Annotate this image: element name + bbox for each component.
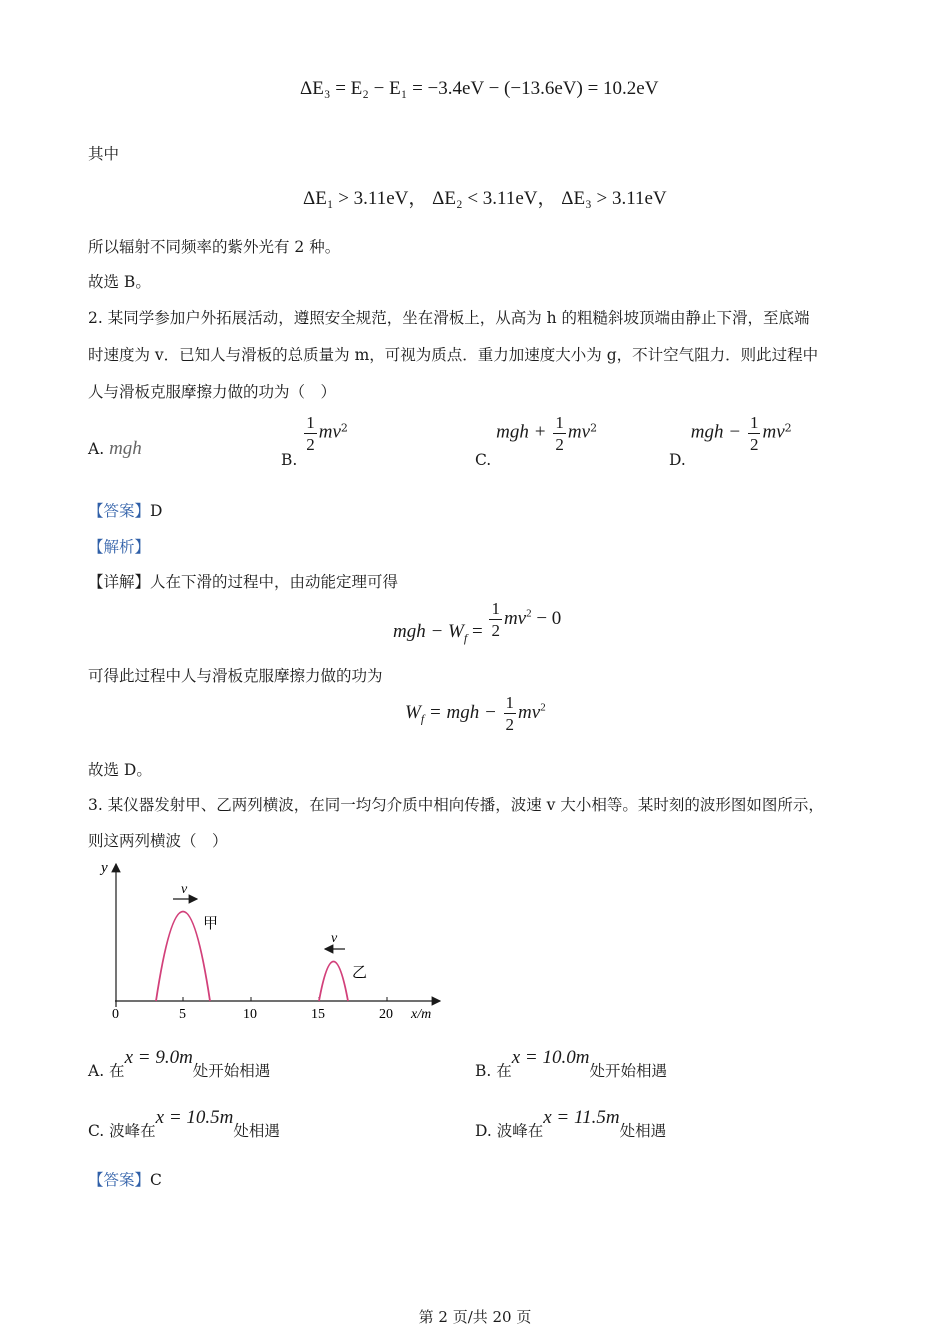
q3-stem-line2: 则这两列横波（ ） — [88, 832, 228, 850]
option-c-mgh: mgh + — [496, 421, 547, 443]
option-label: C. 波峰在 — [88, 1122, 156, 1140]
q3-answer — [88, 1168, 162, 1190]
text-qizhong: 其中 — [88, 145, 120, 163]
q2-middle-text: 可得此过程中人与滑板克服摩擦力做的功为 — [88, 667, 383, 685]
q3-stem-line1: 3. 某仪器发射甲、乙两列横波，在同一均匀介质中相向传播，波速 v 大小相等。某时刻的波形图如图所示， — [88, 796, 824, 814]
compare-e3: ΔE₃ > 3.11eV — [561, 188, 667, 209]
wave-a — [156, 912, 210, 1002]
option-a-expr: x = 9.0m — [124, 1047, 193, 1068]
q1-choose: 故选 B。 — [88, 273, 151, 291]
q2-stem-line1: 2. 某同学参加户外拓展活动，遵照安全规范，坐在滑板上，从高为 h 的粗糙斜坡顶端由静止下滑，至底端 — [88, 309, 810, 327]
q2-stem-line2: 时速度为 v．已知人与滑板的总质量为 m，可视为质点．重力加速度大小为 g，不计空气阻力．则此过程中 — [88, 346, 819, 364]
compare-e1: ΔE₁ > 3.11eV — [303, 188, 409, 209]
tick-label: 5 — [179, 1007, 186, 1022]
q2-detail — [88, 570, 398, 592]
option-label: D. 波峰在 — [475, 1122, 544, 1140]
option-d-mgh: mgh − — [690, 421, 742, 443]
option-b-expr: x = 10.0m — [511, 1047, 590, 1068]
option-a-expr: mgh — [109, 438, 142, 459]
q3-option-b[interactable] — [475, 1046, 667, 1080]
fraction-half: $\frac{1}{2}$ — [555, 413, 564, 454]
q2-stem-line3: 人与滑板克服摩擦力做的功为（ ） — [88, 383, 337, 401]
answer-value: D — [150, 502, 163, 520]
option-label: A. — [88, 440, 105, 458]
option-label: C. — [475, 450, 492, 469]
q2-option-d[interactable]: D. mgh − $\frac{1}{2}$ $mv^2$ — [669, 413, 792, 469]
option-d-expr: x = 11.5m — [543, 1107, 620, 1128]
energy-comparison — [303, 183, 667, 210]
option-label: B. 在 — [475, 1062, 512, 1080]
q2-option-a[interactable] — [88, 438, 142, 460]
compare-sep: ， — [408, 188, 428, 209]
fraction-half: $\frac{1}{2}$ — [749, 413, 759, 454]
q2-answer — [88, 499, 162, 521]
wave-b — [319, 962, 348, 1002]
fraction-half: $\frac{1}{2}$ — [306, 413, 315, 454]
x-axis-label: x/m — [411, 1007, 432, 1022]
velocity-label-b: v — [331, 931, 338, 946]
q2-option-c[interactable]: C. mgh + $\frac{1}{2}$ $mv^2$ — [475, 413, 598, 469]
wave-a-label: 甲 — [203, 916, 219, 932]
detail-tag: 【详解】 — [88, 573, 151, 591]
option-tail: 处开始相遇 — [192, 1062, 271, 1080]
velocity-label-a: v — [181, 882, 188, 897]
q1-conclusion: 所以辐射不同频率的紫外光有 2 种。 — [88, 238, 341, 256]
wave-graph — [95, 852, 455, 1027]
compare-sep: ， — [537, 188, 557, 209]
detail-text: 人在下滑的过程中，由动能定理可得 — [150, 573, 399, 591]
y-axis-label: y — [101, 860, 108, 876]
answer-tag: 【答案】 — [88, 1171, 151, 1189]
q3-option-c[interactable] — [88, 1106, 280, 1140]
option-tail: 处相遇 — [619, 1122, 667, 1140]
answer-value: C — [150, 1171, 162, 1189]
q2-option-b[interactable]: B. $\frac{1}{2}$ $mv^2$ — [281, 413, 348, 469]
q3-option-a[interactable] — [88, 1046, 271, 1080]
energy-equation: ΔE₃ = E₂ − E₁ = −3.4eV − (−13.6eV) = 10.2eV — [300, 78, 659, 99]
answer-tag: 【答案】 — [88, 502, 151, 520]
option-c-expr: x = 10.5m — [155, 1107, 234, 1128]
analysis-tag: 【解析】 — [88, 538, 151, 556]
option-label: A. 在 — [88, 1062, 125, 1080]
friction-work-equation: $W_f$ = mgh − $\frac{1}{2}$ $mv^2$ — [405, 693, 546, 734]
option-label: D. — [669, 450, 686, 469]
page-footer: 第 2 页/共 20 页 — [418, 1308, 532, 1326]
work-energy-equation: mgh − $W_f$ = $\frac{1}{2}$ $mv^2 - 0$ — [393, 599, 562, 645]
option-label: B. — [281, 450, 298, 469]
tick-label: 0 — [112, 1007, 119, 1022]
tick-label: 15 — [311, 1007, 325, 1022]
option-tail: 处相遇 — [233, 1122, 280, 1140]
fraction-half: $\frac{1}{2}$ — [491, 599, 500, 640]
q3-option-d[interactable] — [475, 1106, 667, 1140]
compare-e2: ΔE₂ < 3.11eV — [432, 188, 538, 209]
option-tail: 处开始相遇 — [589, 1062, 667, 1080]
wave-b-label: 乙 — [352, 965, 368, 981]
q2-choose: 故选 D。 — [88, 761, 152, 779]
tick-label: 10 — [243, 1007, 257, 1022]
tick-label: 20 — [379, 1007, 393, 1022]
fraction-half: $\frac{1}{2}$ — [505, 693, 515, 734]
